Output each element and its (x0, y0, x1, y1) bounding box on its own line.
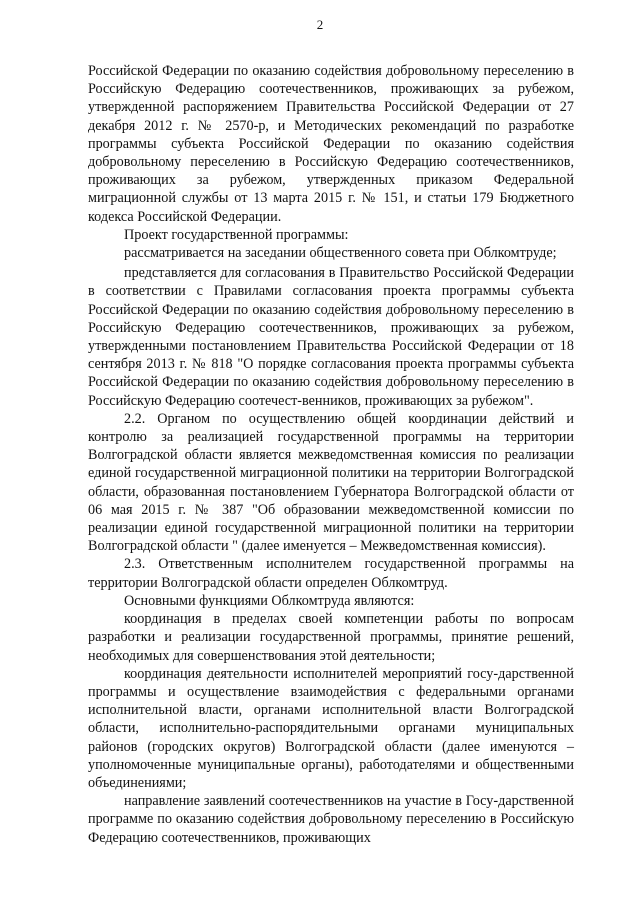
paragraph-project-intro: Проект государственной программы: (124, 226, 349, 243)
paragraph-function-applications: направление заявлений соотечественников на участие в Госу-дарственной программе по оказанию содействия добровольному переселению в Российскую Федерацию соотечественников, проживающих (88, 793, 574, 846)
paragraph-function-coordination-work: координация в пределах своей компетенции работы по вопросам разработки и реализации государственной программы, принятие решений, необходимых для совершенствования этой деятельности; (88, 611, 574, 664)
paragraph-function-coordination-executors: координация деятельности исполнителей мероприятий госу-дарственной программы и осуществление взаимодействия с федеральными органами исполнительной власти, органами исполнительной власти Волгоградской области, исполнительно-распорядительными органами муниципальных районов (городских округов) Волгоградской области (далее именуются – уполномоченные муниципальные органы), работодателями и общественными объединениями; (88, 665, 574, 791)
document-body (88, 62, 574, 847)
paragraph-continuation: Российской Федерации по оказанию содействия добровольному переселению в Российскую Федерацию соотечественников, проживающих за рубежом, утвержденной распоряжением Правительства Российской Федерации от 27 декабря 2012 г. № 2570-р, и Методических рекомендаций по разработке программы субъекта Российской Федерации по оказанию содействия добровольному переселению в Российскую Федерацию соотечественников, проживающих за рубежом, утвержденных приказом Федеральной миграционной службы от 13 марта 2015 г. № 151, и статьи 179 Бюджетного кодекса Российской Федерации. (88, 63, 574, 225)
paragraph-council-review: рассматривается на заседании общественного совета при Облкомтруде; (124, 245, 557, 262)
paragraph-functions-intro: Основными функциями Облкомтруда являются: (124, 592, 415, 609)
paragraph-section-2-3: 2.3. Ответственным исполнителем государственной программы на территории Волгоградской области определен Облкомтруд. (88, 556, 574, 591)
paragraph-section-2-2: 2.2. Органом по осуществлению общей координации действий и контролю за реализацией государственной программы на территории Волгоградской области является межведомственная комиссия по реализации единой государственной миграционной политики на территории Волгоградской области, образованная постановлением Губернатора Волгоградской области от 06 мая 2015 г. № 387 "Об образовании межведомственной комиссии по реализации единой государственной миграционной политики на территории Волгоградской области " (далее именуется – Межведомственная комиссия). (88, 410, 574, 555)
paragraph-government-approval: представляется для согласования в Правительство Российской Федерации в соответствии с Правилами согласования проекта программы субъекта Российской Федерации по оказанию содействия добровольному переселению в Российскую Федерацию соотечественников, проживающих за рубежом, утвержденными постановлением Правительства Российской Федерации от 18 сентября 2013 г. № 818 "О порядке согласования проекта программы субъекта Российской Федерации по оказанию содействия добровольному переселению в Российскую Федерацию соотечест-венников, проживающих за рубежом". (88, 265, 574, 409)
page-number: 2 (316, 17, 324, 32)
